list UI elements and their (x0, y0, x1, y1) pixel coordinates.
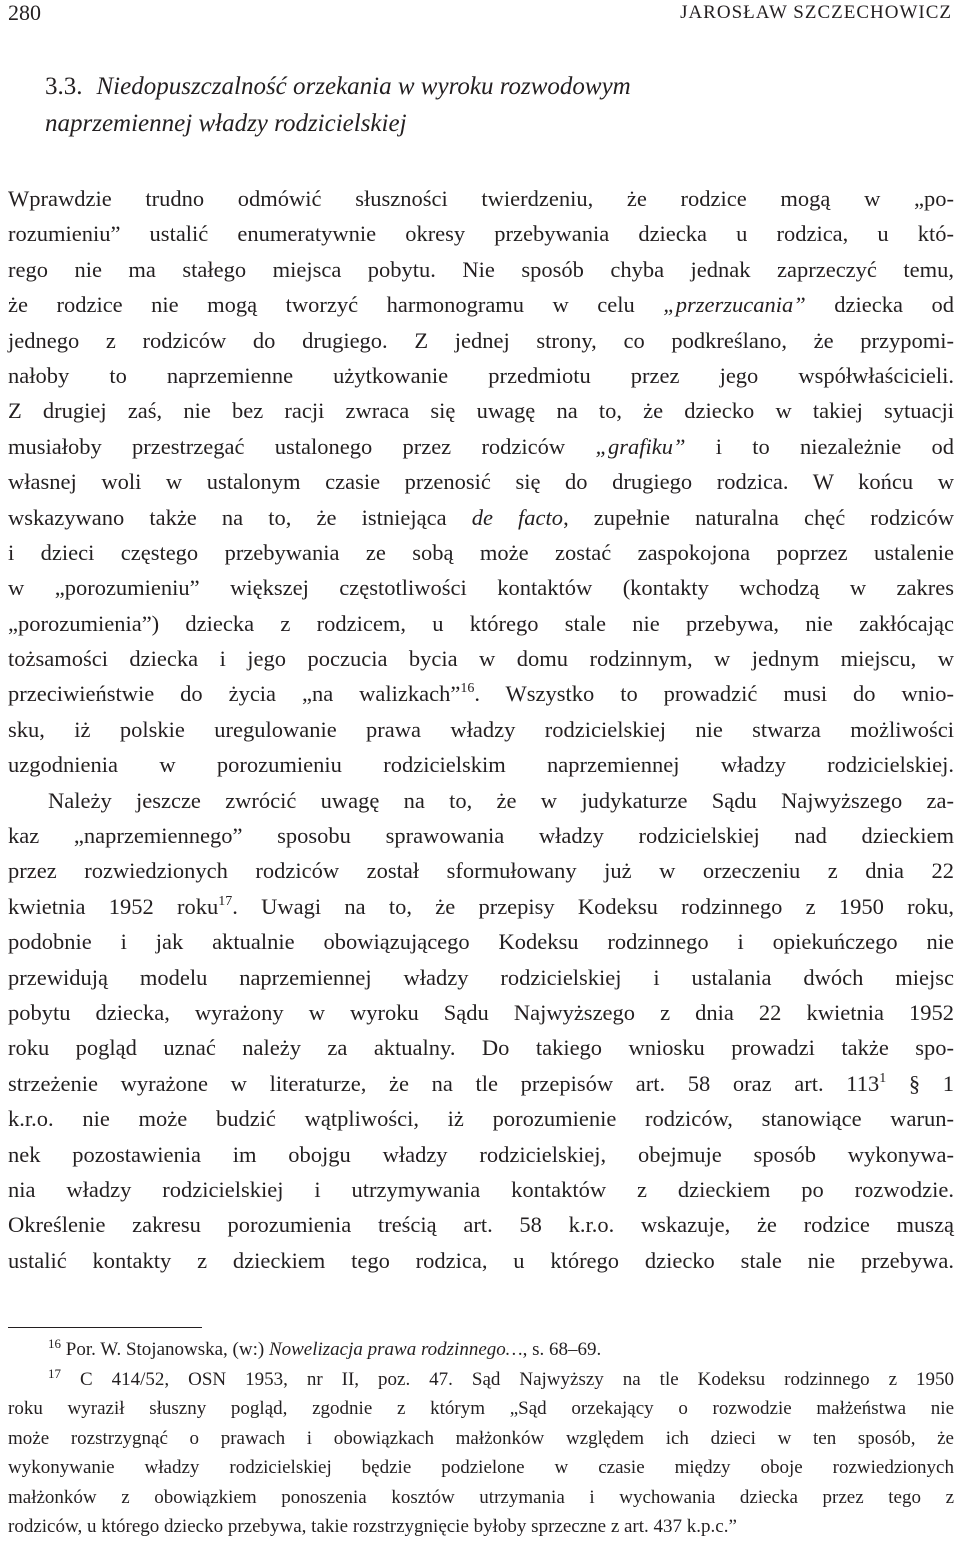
italic-term: „grafiku” (595, 433, 686, 459)
body-line: własnej woli w ustalonym czasie przenosić się do drugiego rodzica. W końcu w (8, 469, 954, 495)
section-heading-line-1 (45, 68, 925, 105)
body-line-segment: strzeżenie wyrażone w literaturze, że na tle przepisów art. 58 oraz art. 113 (8, 1070, 880, 1096)
body-line-segment: § 1 (886, 1070, 954, 1096)
body-line: nia władzy rodzicielskiej i utrzymywania kontaktów z dzieckiem po rozwodzie. (8, 1176, 954, 1202)
body-line-segment: że rodzice nie mogą tworzyć harmonogramu w celu (8, 292, 664, 318)
section-number: 3.3. (45, 73, 83, 100)
body-line: sku, iż polskie uregulowanie prawa władzy rodzicielskiej nie stwarza możliwości (8, 716, 954, 742)
footnote-line: roku wyraził słuszny pogląd, zgodnie z którym „Sąd orzekający o rozwodzie małżeństwa nie (8, 1398, 954, 1419)
footnote-text: , s. 68–69. (522, 1339, 602, 1360)
footnote-line: małżonków z obowiązkiem ponoszenia kosztów utrzymania i wychowania dziecka przez tego z (8, 1486, 954, 1508)
body-line: Z drugiej zaś, nie bez racji zwraca się uwagę na to, że dziecko w takiej sytuacji (8, 398, 954, 424)
section-heading-line-2 (45, 105, 925, 142)
body-line: podobnie i jak aktualnie obowiązującego Kodeksu rodzinnego i opiekuńczego nie (8, 929, 954, 955)
body-line-segment: dziecka od (805, 292, 954, 318)
body-line: przewidują modelu naprzemiennej władzy rodzicielskiej i ustalania dwóch miejsc (8, 964, 954, 990)
body-line: i dzieci częstego przebywania ze sobą może zostać zaspokojona poprzez ustalenie (8, 539, 954, 565)
body-line (8, 889, 954, 924)
body-line: przez rozwiedzionych rodziców został sformułowany już w orzeczeniu z dnia 22 (8, 858, 954, 884)
footnote-line: rodziców, u którego dziecko przebywa, takie rozstrzygnięcie byłoby sprzeczne z art. 437 k.p.c.” (8, 1516, 737, 1537)
body-line (8, 500, 954, 535)
body-line-segment: wskazywano także na to, że istniejąca (8, 504, 472, 530)
page-header (8, 0, 952, 26)
body-line: nałoby to naprzemienne użytkowanie przedmiotu przez jego współwłaścicieli. (8, 362, 954, 388)
body-line: w „porozumieniu” większej częstotliwości kontaktów (kontakty wchodzą w zakres (8, 575, 954, 601)
body-line: nek pozostawienia im obojgu władzy rodzicielskiej, obejmuje sposób wykonywa- (8, 1141, 954, 1167)
footnote-separator (8, 1327, 202, 1328)
body-line: Wprawdzie trudno odmówić słuszności twierdzeniu, że rodzice mogą w „po- (8, 186, 954, 211)
footnote-ref-16[interactable]: 16 (460, 681, 475, 697)
body-line (8, 1066, 954, 1101)
italic-term: „przerzucania” (663, 292, 806, 318)
footnote-cited-title: Nowelizacja prawa rodzinnego… (268, 1339, 523, 1360)
body-line: roku pogląd uznać należy za aktualny. Do takiego wniosku prowadzi także spo- (8, 1035, 954, 1061)
body-line-segment: kwietnia 1952 roku (8, 893, 219, 919)
footnote-line: wykonywanie władzy rodzicielskiej będzie podzielone w czasie między oboje rozwiedzionych (8, 1457, 954, 1478)
page-number: 280 (8, 0, 41, 25)
footnote-marker-17: 17 (48, 1365, 61, 1381)
body-line: pobytu dziecka, wyrażony w wyroku Sądu Najwyższego z dnia 22 kwietnia 1952 (8, 999, 954, 1025)
body-line-segment: . Wszystko to prowadzić musi do wnio- (474, 681, 954, 707)
body-line: uzgodnienia w porozumieniu rodzicielskim naprzemiennej władzy rodzicielskiej. (8, 752, 954, 778)
body-line-segment: , zupełnie naturalna chęć rodziców (563, 504, 955, 530)
body-line: jednego z rodziców do drugiego. Z jednej strony, co podkreślano, że przypomi- (8, 327, 954, 353)
footnote-17 (8, 1365, 954, 1395)
footnote-16 (8, 1335, 954, 1365)
body-line (8, 676, 954, 711)
body-line: rego nie ma stałego miejsca pobytu. Nie sposób chyba jednak zaprzeczyć temu, (8, 256, 954, 282)
footnote-text: C 414/52, OSN 1953, nr II, poz. 47. Sąd Najwyższy na tle Kodeksu rodzinnego z 1950 (79, 1368, 955, 1390)
body-line-segment: i to niezależnie od (685, 433, 954, 459)
body-line-segment: musiałoby przestrzegać ustalonego przez rodziców (8, 433, 596, 459)
footnote-text: Por. W. Stojanowska, (w:) (65, 1339, 269, 1360)
body-line-segment: . Uwagi na to, że przepisy Kodeksu rodzinnego z 1950 roku, (232, 893, 955, 919)
body-line: ustalić kontakty z dzieckiem tego rodzica, u którego dziecko stale nie przebywa. (8, 1247, 954, 1273)
body-line: „porozumienia”) dziecka z rodzicem, u którego stale nie przebywa, nie zakłócając (8, 610, 954, 636)
body-line: kaz „naprzemiennego” sposobu sprawowania władzy rodzicielskiej nad dzieckiem (8, 823, 954, 849)
footnotes (8, 1335, 954, 1542)
section-title-line-2: naprzemiennej władzy rodzicielskiej (45, 110, 407, 137)
body-text (8, 181, 954, 1278)
body-line: Należy jeszcze zwrócić uwagę na to, że w judykaturze Sądu Najwyższego za- (48, 787, 954, 813)
footnote-ref-17[interactable]: 17 (218, 893, 233, 909)
running-head-author: JAROSŁAW SZCZECHOWICZ (680, 2, 952, 23)
italic-term: de facto (471, 504, 564, 530)
footnote-marker-16: 16 (48, 1336, 61, 1351)
section-title-line-1: Niedopuszczalność orzekania w wyroku rozwodowym (96, 73, 631, 100)
body-line: tożsamości dziecka i jego poczucia bycia w domu rodzinnym, w jednym miejscu, w (8, 646, 954, 672)
article-superscript: 1 (879, 1070, 887, 1086)
body-line: k.r.o. nie może budzić wątpliwości, iż porozumienie rodziców, stanowiące warun- (8, 1106, 954, 1132)
body-line (8, 287, 954, 322)
body-line: Określenie zakresu porozumienia treścią art. 58 k.r.o. wskazuje, że rodzice muszą (8, 1212, 954, 1238)
section-heading (45, 68, 925, 142)
footnote-line: może rozstrzygnąć o prawach i obowiązkach małżonków względem ich dzieci w ten sposób, że (8, 1427, 954, 1449)
body-line (8, 429, 954, 464)
body-line: rozumieniu” ustalić enumeratywnie okresy przebywania dziecka u rodzica, u któ- (8, 221, 954, 247)
body-line-segment: przeciwieństwie do życia „na walizkach” (8, 681, 461, 707)
